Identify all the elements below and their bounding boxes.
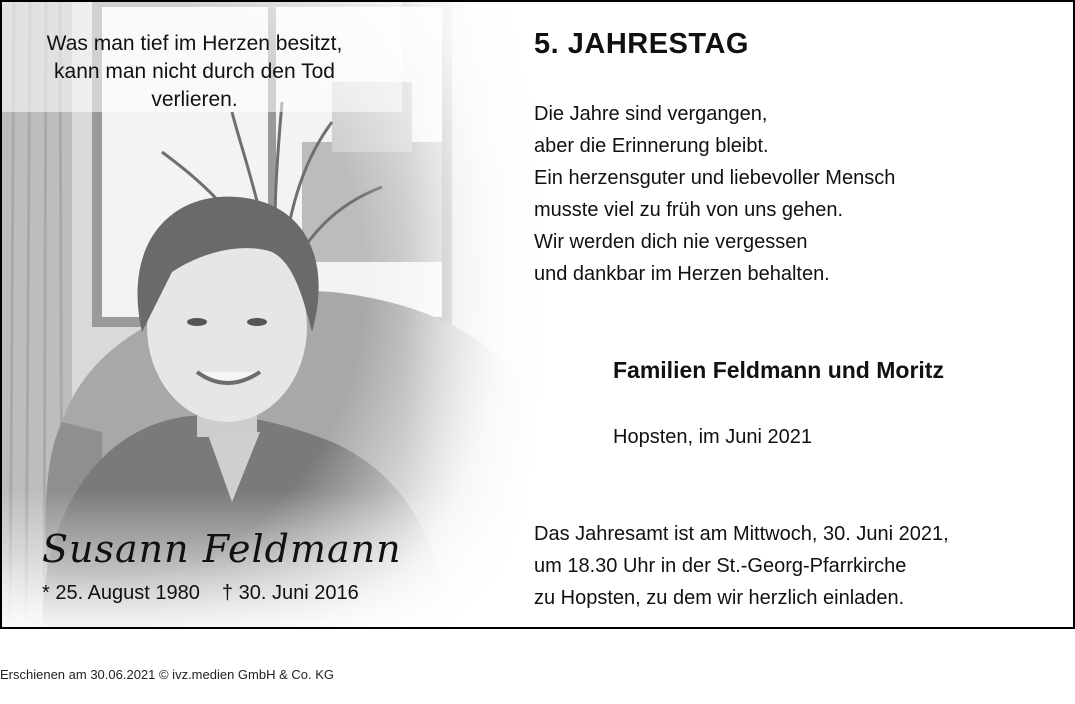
event-announcement (534, 518, 949, 614)
quote-line: Was man tief im Herzen besitzt, (46, 32, 343, 55)
event-line: zu Hopsten, zu dem wir herzlich einladen. (534, 587, 905, 609)
memorial-poem (534, 98, 895, 290)
quote-line: kann man nicht durch den Tod (54, 60, 335, 83)
life-dates (42, 582, 359, 605)
place-date: Hopsten, im Juni 2021 (613, 426, 813, 448)
publication-footer: Erschienen am 30.06.2021 © ivz.medien GmbH & Co. KG (0, 667, 335, 682)
poem-line: Die Jahre sind vergangen, (534, 103, 768, 125)
memorial-quote (22, 30, 367, 114)
death-date: † 30. Juni 2016 (221, 582, 359, 604)
quote-line: verlieren. (151, 88, 238, 111)
notice-title: 5. JAHRESTAG (534, 28, 749, 60)
poem-line: Wir werden dich nie vergessen (534, 231, 808, 253)
poem-line: musste viel zu früh von uns gehen. (534, 199, 844, 221)
event-line: um 18.30 Uhr in der St.-Georg-Pfarrkirche (534, 555, 907, 577)
memorial-photo (2, 2, 562, 627)
event-line: Das Jahresamt ist am Mittwoch, 30. Juni 2021, (534, 523, 949, 545)
poem-line: aber die Erinnerung bleibt. (534, 135, 769, 157)
poem-line: Ein herzensguter und liebevoller Mensch (534, 167, 896, 189)
poem-line: und dankbar im Herzen behalten. (534, 263, 830, 285)
deceased-name: Susann Feldmann (42, 527, 402, 571)
family-signature: Familien Feldmann und Moritz (613, 357, 944, 383)
birth-date: * 25. August 1980 (42, 582, 200, 604)
